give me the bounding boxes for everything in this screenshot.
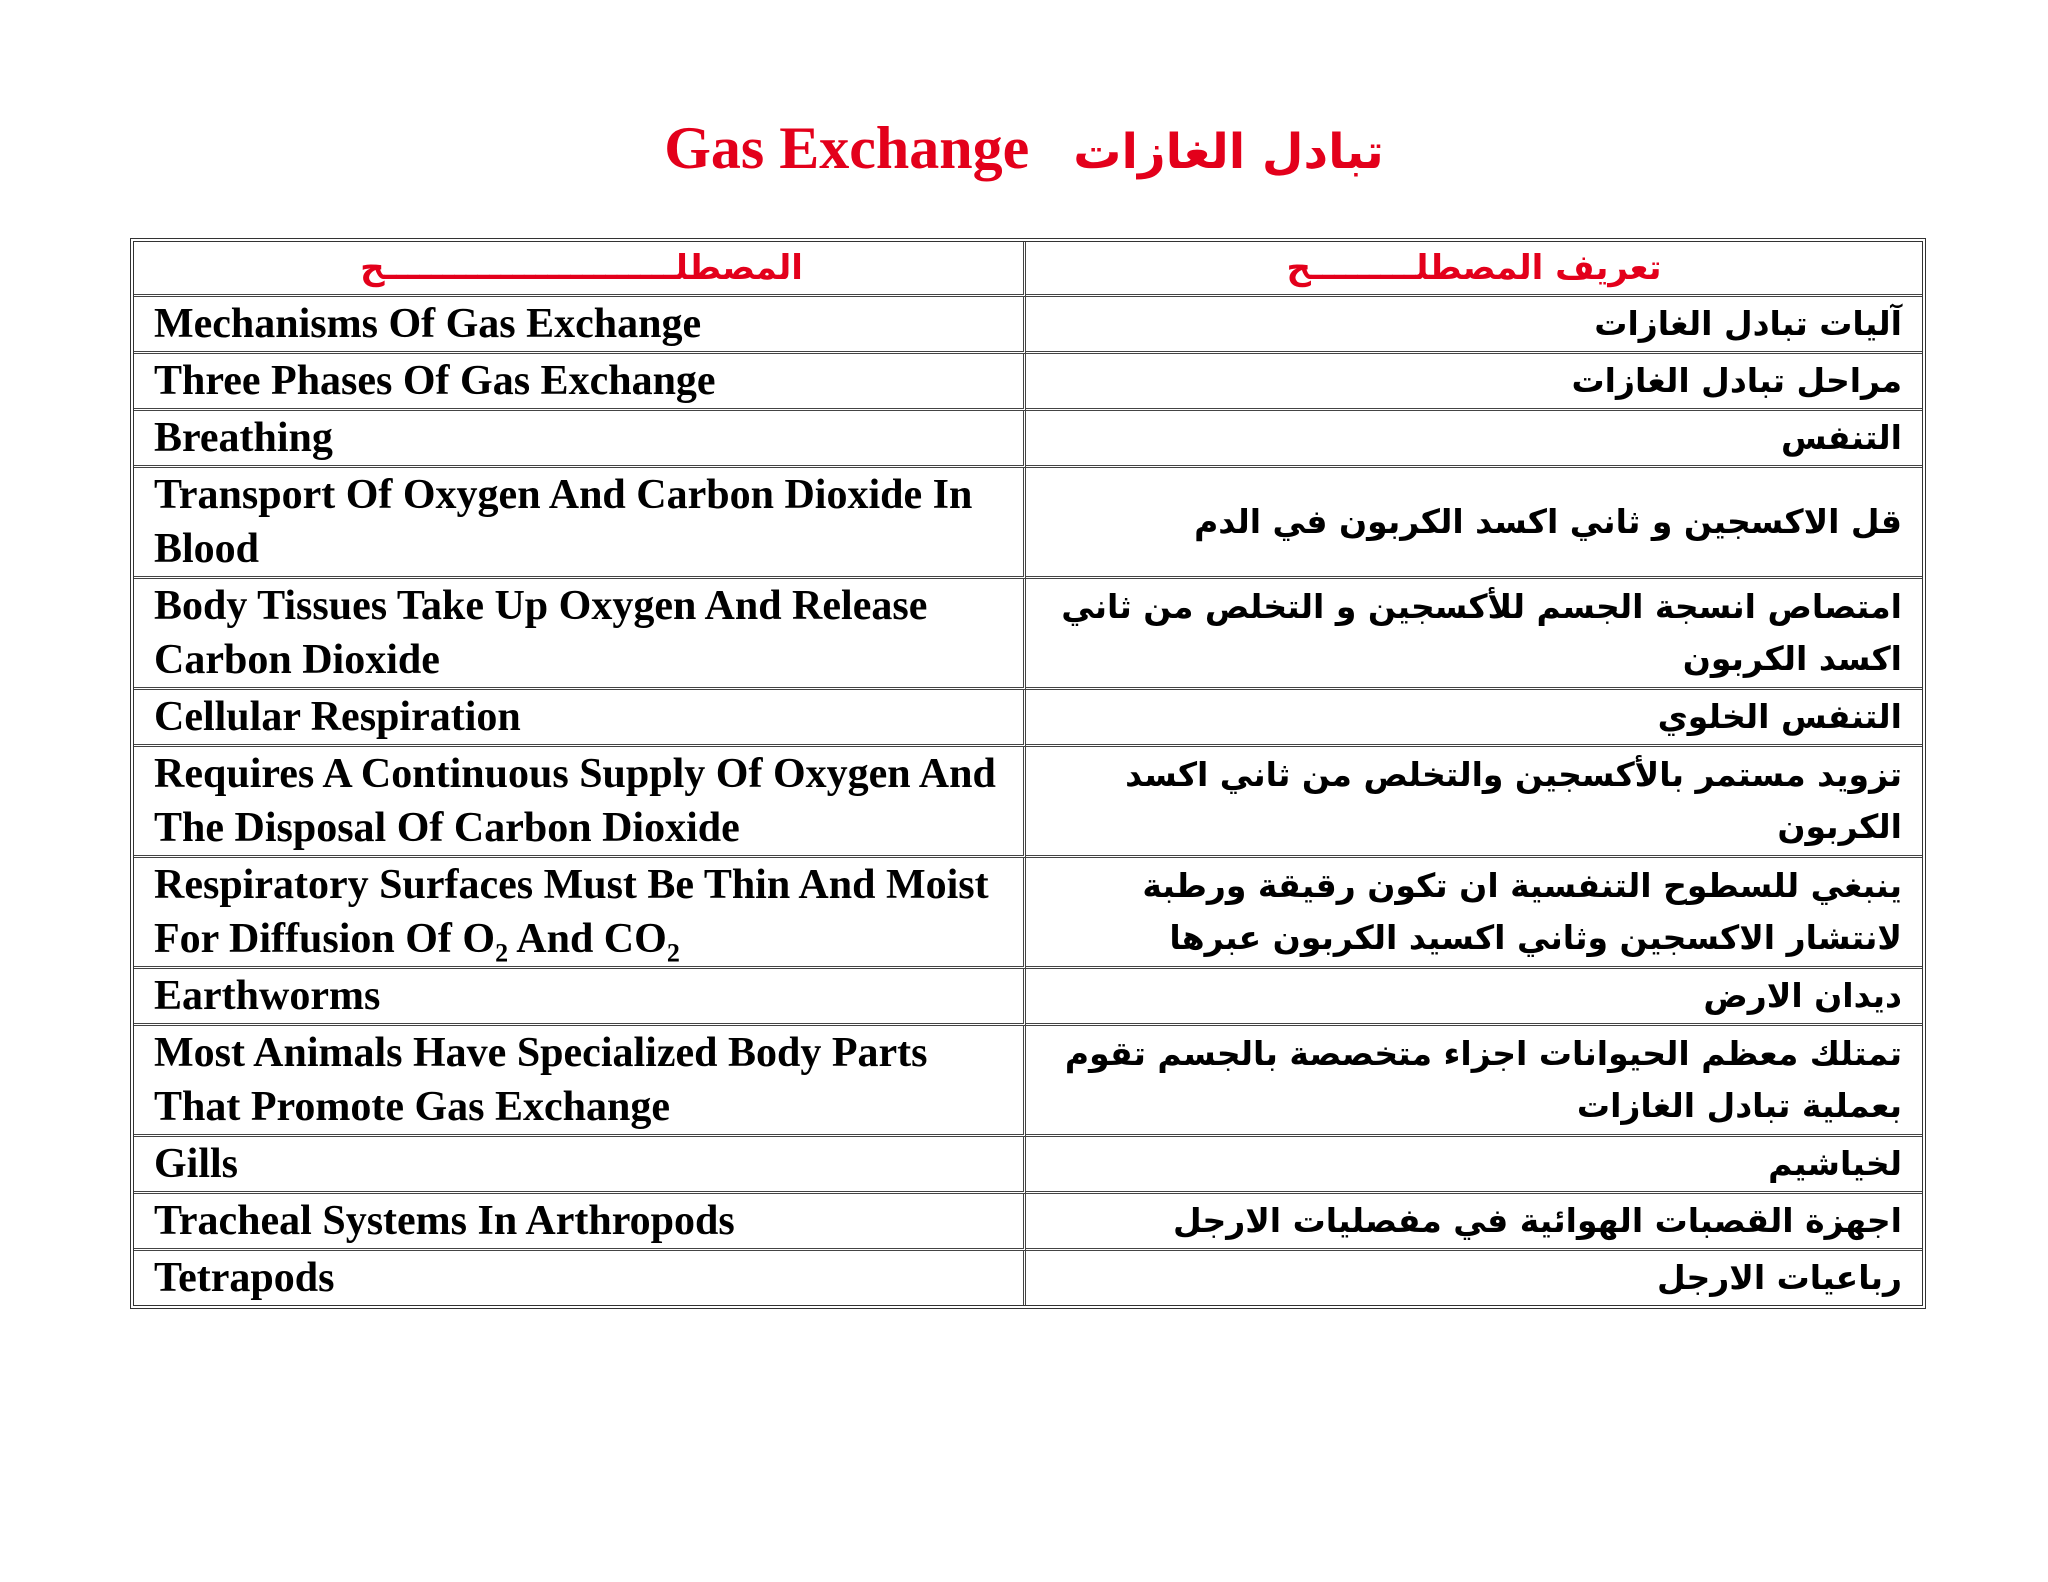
term-cell: Mechanisms Of Gas Exchange	[134, 297, 1026, 354]
table-row	[134, 858, 1922, 969]
term-cell: Tetrapods	[134, 1251, 1026, 1305]
definition-cell: اجهزة القصبات الهوائية في مفصليات الارجل	[1026, 1194, 1922, 1251]
definition-cell: لخياشيم	[1026, 1137, 1922, 1194]
definition-cell: تزويد مستمر بالأكسجين والتخلص من ثاني اكسد الكربون	[1026, 747, 1922, 858]
term-cell: Earthworms	[134, 969, 1026, 1026]
term-cell: Three Phases Of Gas Exchange	[134, 354, 1026, 411]
glossary-table	[130, 238, 1926, 1309]
definition-cell: تمتلك معظم الحيوانات اجزاء متخصصة بالجسم تقوم بعملية تبادل الغازات	[1026, 1026, 1922, 1137]
term-cell: Most Animals Have Specialized Body Parts That Promote Gas Exchange	[134, 1026, 1026, 1137]
table-row	[134, 1251, 1922, 1305]
table-header-row	[134, 242, 1922, 297]
term-text: And CO	[508, 916, 667, 962]
oxygen-subscript: 2	[495, 938, 509, 968]
table-row	[134, 1026, 1922, 1137]
table-row	[134, 747, 1922, 858]
term-text: Respiratory Surfaces Must Be Thin And Moist For Diffusion Of O	[154, 862, 989, 962]
definition-cell: امتصاص انسجة الجسم للأكسجين و التخلص من ثاني اكسد الكربون	[1026, 579, 1922, 690]
term-cell: Body Tissues Take Up Oxygen And Release Carbon Dioxide	[134, 579, 1026, 690]
table-row	[134, 579, 1922, 690]
table-row	[134, 297, 1922, 354]
title-english: Gas Exchange	[664, 115, 1030, 181]
carbon-dioxide-subscript: 2	[666, 938, 680, 968]
title-arabic: تبادل الغازات	[1073, 124, 1384, 180]
definition-column-header: تعريف المصطلـــــــــح	[1026, 242, 1922, 297]
page-title	[0, 115, 2048, 181]
definition-cell: ديدان الارض	[1026, 969, 1922, 1026]
table-row	[134, 690, 1922, 747]
table-row	[134, 354, 1922, 411]
definition-cell: ينبغي للسطوح التنفسية ان تكون رقيقة ورطبة لانتشار الاكسجين وثاني اكسيد الكربون عبرها	[1026, 858, 1922, 969]
table-row	[134, 468, 1922, 579]
definition-cell: التنفس	[1026, 411, 1922, 468]
term-cell: Transport Of Oxygen And Carbon Dioxide In Blood	[134, 468, 1026, 579]
definition-cell: قل الاكسجين و ثاني اكسد الكربون في الدم	[1026, 468, 1922, 579]
term-cell: Gills	[134, 1137, 1026, 1194]
term-cell: Tracheal Systems In Arthropods	[134, 1194, 1026, 1251]
table-row	[134, 1137, 1922, 1194]
table-row	[134, 969, 1922, 1026]
table-row	[134, 411, 1922, 468]
term-cell	[134, 858, 1026, 969]
definition-cell: آليات تبادل الغازات	[1026, 297, 1922, 354]
definition-cell: مراحل تبادل الغازات	[1026, 354, 1922, 411]
definition-cell: التنفس الخلوي	[1026, 690, 1922, 747]
definition-cell: رباعيات الارجل	[1657, 1258, 1902, 1297]
term-cell: Requires A Continuous Supply Of Oxygen And The Disposal Of Carbon Dioxide	[134, 747, 1026, 858]
term-cell: Cellular Respiration	[134, 690, 1026, 747]
term-cell: Breathing	[134, 411, 1026, 468]
term-column-header: المصطلـــــــــــــــــــــــــح	[134, 242, 1026, 297]
table-row	[134, 1194, 1922, 1251]
